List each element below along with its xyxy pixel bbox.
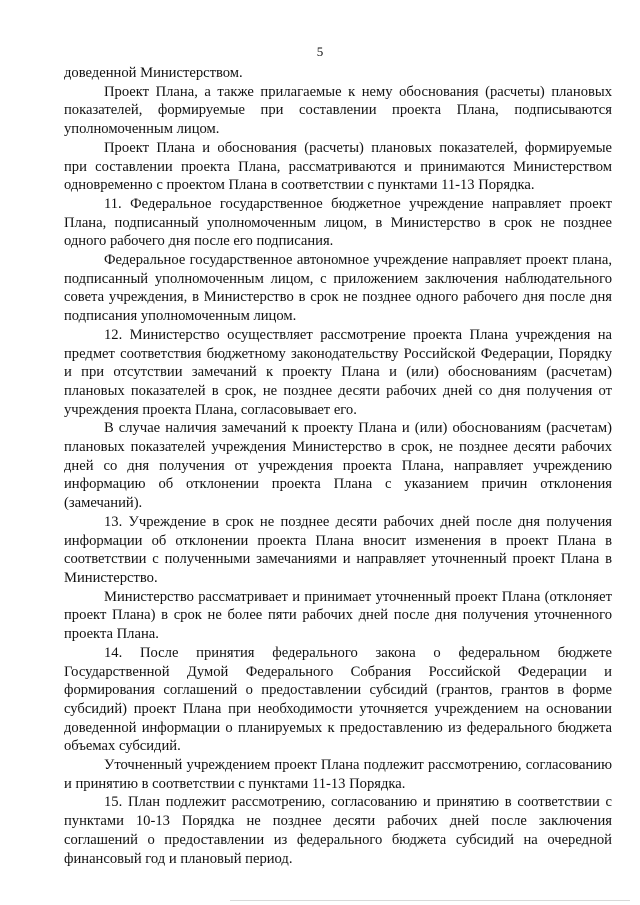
paragraph-item-12: 12. Министерство осуществляет рассмотрение проекта Плана учреждения на предмет соответствия бюджетному законодательству Российской Федерации, Порядку и при отсутствии замечаний к проекту Плана и (или) обоснованиям (расчетам) плановых показателей в срок, не позднее десяти рабочих дней со дня получения от учреждения проекта Плана, согласовывает его. bbox=[64, 326, 612, 418]
paragraph-plan-signing: Проект Плана, а также прилагаемые к нему обоснования (расчеты) плановых показателей, формируемые при составлении проекта Плана, подписываются уполномоченным лицом. bbox=[64, 83, 612, 138]
paragraph-item-15: 15. План подлежит рассмотрению, согласованию и принятию в соответствии с пунктами 10-13 Порядка не позднее десяти рабочих дней после заключения соглашений о предоставлении из федерального бюджета субсидий на очередной финансовый год и плановый период. bbox=[64, 794, 612, 867]
paragraph-ministry-review: Министерство рассматривает и принимает уточненный проект Плана (отклоняет проект Плана) в срок не более пяти рабочих дней после дня получения уточненного проекта Плана. bbox=[64, 588, 612, 643]
paragraph-continuation: доведенной Министерством. bbox=[64, 65, 243, 81]
paragraph-item-14: 14. После принятия федерального закона о федеральном бюджете Государственной Думой Федерального Собрания Российской Федерации и формирования соглашений о предоставлении субсидий (грантов, грантов в форме субсидий) проект Плана при необходимости уточняется учреждением на основании доведенной информации о планируемых к предоставлению из федерального бюджета объемах субсидий. bbox=[64, 644, 612, 755]
document-body bbox=[64, 64, 612, 868]
paragraph-refined-plan: Уточненный учреждением проект Плана подлежит рассмотрению, согласованию и принятию в соответствии с пунктами 11-13 Порядка. bbox=[64, 757, 612, 792]
paragraph-plan-review: Проект Плана и обоснования (расчеты) плановых показателей, формируемые при составлении проекта Плана, рассматриваются и принимаются Министерством одновременно с проектом Плана в соответствии с пунктами 11-13 Порядка. bbox=[64, 139, 612, 194]
paragraph-item-11: 11. Федеральное государственное бюджетное учреждение направляет проект Плана, подписанный уполномоченным лицом, в Министерство в срок не позднее одного рабочего дня после его подписания. bbox=[64, 195, 612, 250]
paragraph-autonomous-institution: Федеральное государственное автономное учреждение направляет проект плана, подписанный уполномоченным лицом, с приложением заключения наблюдательного совета учреждения, в Министерство в срок не позднее одного рабочего дня после дня подписания уполномоченным лицом. bbox=[64, 252, 612, 325]
paragraph-item-13: 13. Учреждение в срок не позднее десяти рабочих дней после дня получения информации об отклонении проекта Плана вносит изменения в проект Плана в соответствии с полученными замечаниями и направляет уточненный проект Плана в Министерство. bbox=[64, 513, 612, 586]
paragraph-remarks: В случае наличия замечаний к проекту Плана и (или) обоснованиям (расчетам) плановых показателей учреждения Министерство в срок, не позднее десяти рабочих дней со дня получения от учреждения проекта Плана, направляет учреждению информацию об отклонении проекта Плана с указанием причин отклонения (замечаний). bbox=[64, 420, 612, 512]
page-number: 5 bbox=[316, 44, 324, 59]
scan-edge-line bbox=[230, 900, 630, 901]
